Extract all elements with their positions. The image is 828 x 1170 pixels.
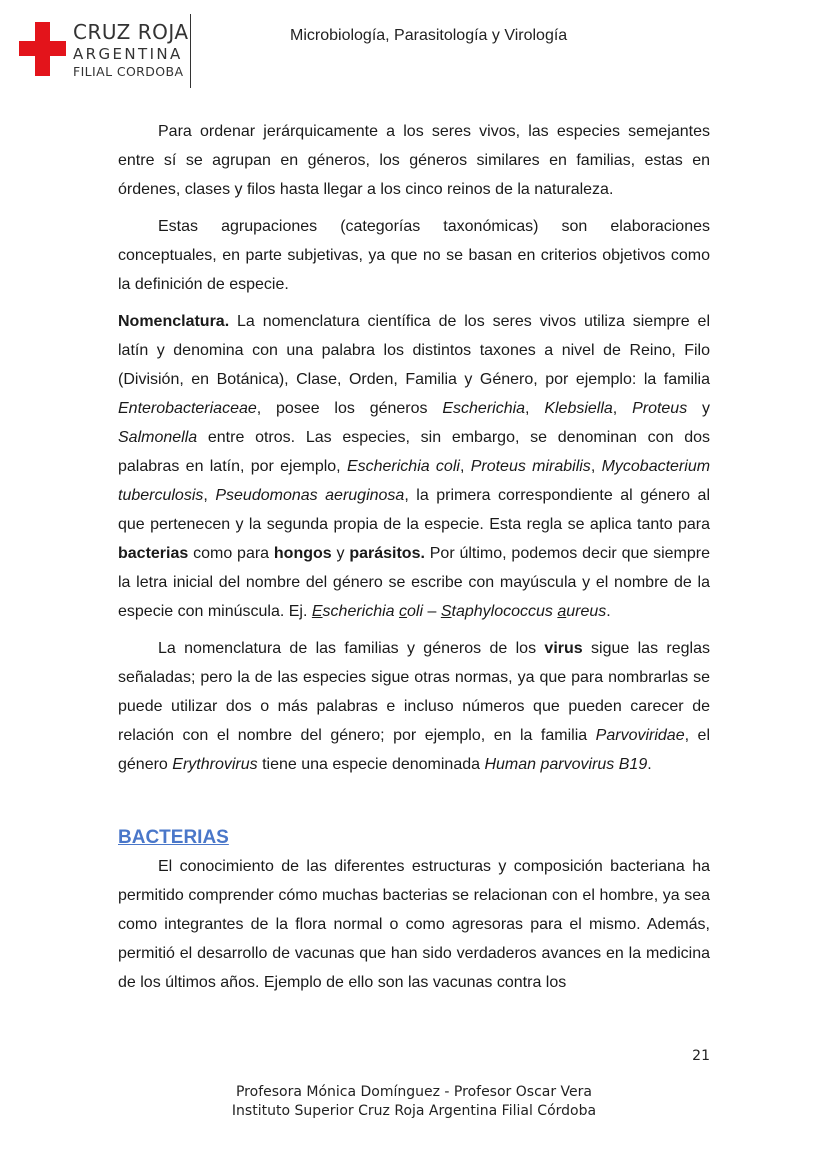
text-run: tiene una especie denominada xyxy=(257,756,485,773)
paragraph-virus-nomenclature xyxy=(118,634,710,779)
logo-line-3: FILIAL CORDOBA xyxy=(73,64,184,79)
underlined-initial: a xyxy=(557,603,567,620)
bold-term: virus xyxy=(544,640,583,657)
text-run: y xyxy=(331,545,350,562)
text-run: , el género xyxy=(118,727,711,773)
page-content xyxy=(118,117,710,997)
text-run: taphylococcus xyxy=(451,603,558,620)
text-run: , xyxy=(590,458,602,475)
italic-term: Proteus mirabilis xyxy=(470,458,591,475)
text-run: scherichia xyxy=(322,603,400,620)
text-run: , posee los géneros xyxy=(256,400,443,417)
red-cross-icon xyxy=(19,22,66,76)
footer-institution: Instituto Superior Cruz Roja Argentina Filial Córdoba xyxy=(231,1103,597,1119)
page-number: 21 xyxy=(692,1048,710,1064)
text-run: La nomenclatura de las familias y géneros de los xyxy=(158,640,545,657)
bold-term: parásitos. xyxy=(349,545,425,562)
text-run: , xyxy=(525,400,545,417)
underlined-initial: S xyxy=(440,603,452,620)
footer-authors: Profesora Mónica Domínguez - Profesor Oscar Vera xyxy=(235,1084,592,1100)
text-run: , xyxy=(203,487,216,504)
text-run: , xyxy=(459,458,471,475)
example-species-2 xyxy=(441,603,606,620)
logo-text xyxy=(73,21,189,79)
italic-term: Escherichia coli xyxy=(346,458,460,475)
italic-term: Escherichia xyxy=(442,400,526,417)
text-run: entre otros. Las especies, sin embargo, se denominan con dos palabras en latín, por ejemplo, xyxy=(118,429,710,475)
italic-term: Klebsiella xyxy=(544,400,613,417)
italic-term: Salmonella xyxy=(118,429,198,446)
text-run: , la primera correspondiente al género al que pertenecen y la segunda propia de la especie. Esta regla se aplica tanto para xyxy=(118,487,711,533)
underlined-initial: E xyxy=(311,603,323,620)
page-footer xyxy=(0,1083,828,1121)
text-run: y xyxy=(687,400,711,417)
paragraph-bacteria-intro: El conocimiento de las diferentes estructuras y composición bacteriana ha permitido comprender cómo muchas bacterias se relacionan con el hombre, ya sea como integrantes de la flora normal o como agresoras para el mismo. Además, permitió el desarrollo de vacunas que han sido verdaderos avances en la medicina de los últimos años. Ejemplo de ello son las vacunas contra los xyxy=(118,858,710,991)
logo-line-2: ARGENTINA xyxy=(73,45,183,63)
italic-term: Erythrovirus xyxy=(172,756,258,773)
text-run: ureus xyxy=(566,603,607,620)
text-run: – xyxy=(423,603,441,620)
paragraph-nomenclature xyxy=(118,307,710,626)
header-title: Microbiología, Parasitología y Virología xyxy=(290,27,568,44)
nomenclature-label: Nomenclatura. xyxy=(118,313,230,330)
italic-term: Proteus xyxy=(632,400,688,417)
text-run: Por último, podemos decir que siempre la letra inicial del nombre del género se escribe con mayúscula y el nombre de la especie con minúscula. Ej. xyxy=(118,545,711,620)
bold-term: hongos xyxy=(273,545,332,562)
italic-term: Human parvovirus B19 xyxy=(484,756,648,773)
logo-line-1: CRUZ ROJA xyxy=(73,20,189,44)
text-run: oli xyxy=(407,603,424,620)
bold-term: bacterias xyxy=(118,545,189,562)
text-run: sigue las reglas señaladas; pero la de las especies sigue otras normas, ya que para nombrarlas se puede utilizar dos o más palabras e incluso números que pueden carecer de relación con el nombre del género; por ejemplo, en la familia xyxy=(118,640,710,744)
text-run: como para xyxy=(188,545,274,562)
italic-term: Pseudomonas aeruginosa xyxy=(215,487,405,504)
italic-term: Parvoviridae xyxy=(595,727,685,744)
underlined-initial: c xyxy=(399,603,408,620)
text-run: . xyxy=(647,756,652,773)
section-heading-bacterias: BACTERIAS xyxy=(118,827,229,848)
italic-term: Enterobacteriaceae xyxy=(118,400,257,417)
paragraph-taxonomy: Para ordenar jerárquicamente a los seres vivos, las especies semejantes entre sí se agrupan en géneros, los géneros similares en familias, estas en órdenes, clases y filos hasta llegar a los cinco reinos de la naturaleza. xyxy=(118,123,710,198)
italic-term: Mycobacterium tuberculosis xyxy=(118,458,711,504)
text-run: La nomenclatura científica de los seres vivos utiliza siempre el latín y denomina con una palabra los distintos taxones a nivel de Reino, Filo (División, en Botánica), Clase, Orden, Familia y Género, por ejemplo: la familia xyxy=(118,313,710,388)
header-divider xyxy=(190,14,191,88)
example-species-1 xyxy=(312,603,423,620)
paragraph-categories: Estas agrupaciones (categorías taxonómicas) son elaboraciones conceptuales, en parte subjetivas, ya que no se basan en criterios objetivos como la definición de especie. xyxy=(118,218,710,293)
text-run: . xyxy=(606,603,611,620)
text-run: , xyxy=(612,400,633,417)
